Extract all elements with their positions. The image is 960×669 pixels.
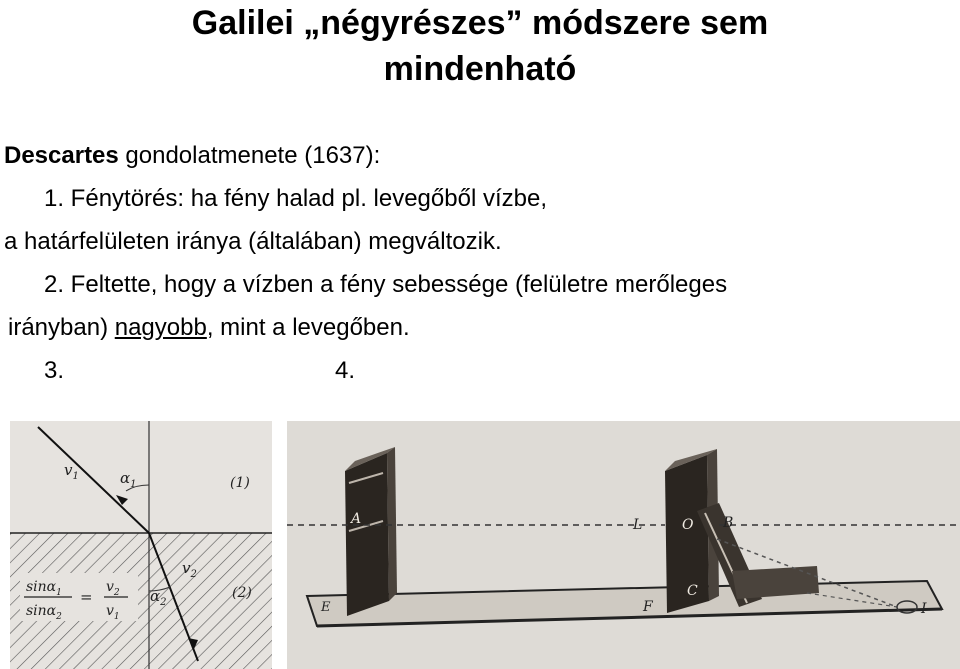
point-2-underlined: nagyobb bbox=[114, 314, 207, 341]
refraction-diagram bbox=[10, 421, 272, 669]
title-line-1: Galilei „négyrészes” módszere sem bbox=[191, 4, 769, 42]
formula-equals: = bbox=[80, 588, 93, 606]
point-2-post: , mint a levegőben. bbox=[206, 314, 410, 341]
label-E: E bbox=[321, 600, 331, 615]
point-2-line-b bbox=[8, 313, 410, 343]
intro-line bbox=[4, 141, 380, 171]
point-3-label: 3. bbox=[44, 357, 65, 384]
formula-num-left: sinα$_1$ bbox=[26, 579, 62, 598]
point-2-pre: irányban) bbox=[8, 314, 115, 341]
v2-label: $v_2$ bbox=[182, 559, 197, 580]
label-L: L bbox=[633, 517, 643, 533]
point-1-line-b: a határfelületen iránya (általában) megváltozik. bbox=[4, 228, 502, 255]
point-1-line-a: 1. Fénytörés: ha fény halad pl. levegőből vízbe, bbox=[44, 185, 547, 212]
formula-den-left: sinα$_2$ bbox=[26, 603, 62, 622]
intro-rest: gondolatmenete (1637): bbox=[118, 142, 381, 169]
point-2-line-a: 2. Feltette, hogy a vízben a fény sebessége (felületre merőleges bbox=[44, 271, 728, 298]
alpha1-label: $\alpha_1$ bbox=[120, 469, 137, 490]
intro-name: Descartes bbox=[4, 142, 119, 169]
title-line-2: mindenható bbox=[383, 50, 577, 88]
label-O: O bbox=[682, 517, 694, 533]
label-A: A bbox=[351, 511, 362, 527]
apparatus-illustration bbox=[287, 421, 960, 669]
label-B: B bbox=[723, 515, 734, 531]
label-F: F bbox=[643, 599, 653, 615]
alpha2-label: $\alpha_2$ bbox=[150, 587, 167, 608]
v1-label: $v_1$ bbox=[64, 461, 79, 482]
label-C: C bbox=[687, 583, 698, 599]
apparatus-svg bbox=[287, 421, 960, 669]
formula-den-right: $v_1$ bbox=[106, 603, 120, 622]
region-2-label: (2) bbox=[232, 585, 252, 601]
point-4-label: 4. bbox=[335, 357, 356, 384]
label-I: I bbox=[921, 601, 927, 617]
formula-num-right: $v_2$ bbox=[106, 579, 120, 598]
region-1-label: (1) bbox=[230, 475, 250, 491]
refraction-diagram-svg bbox=[10, 421, 272, 669]
